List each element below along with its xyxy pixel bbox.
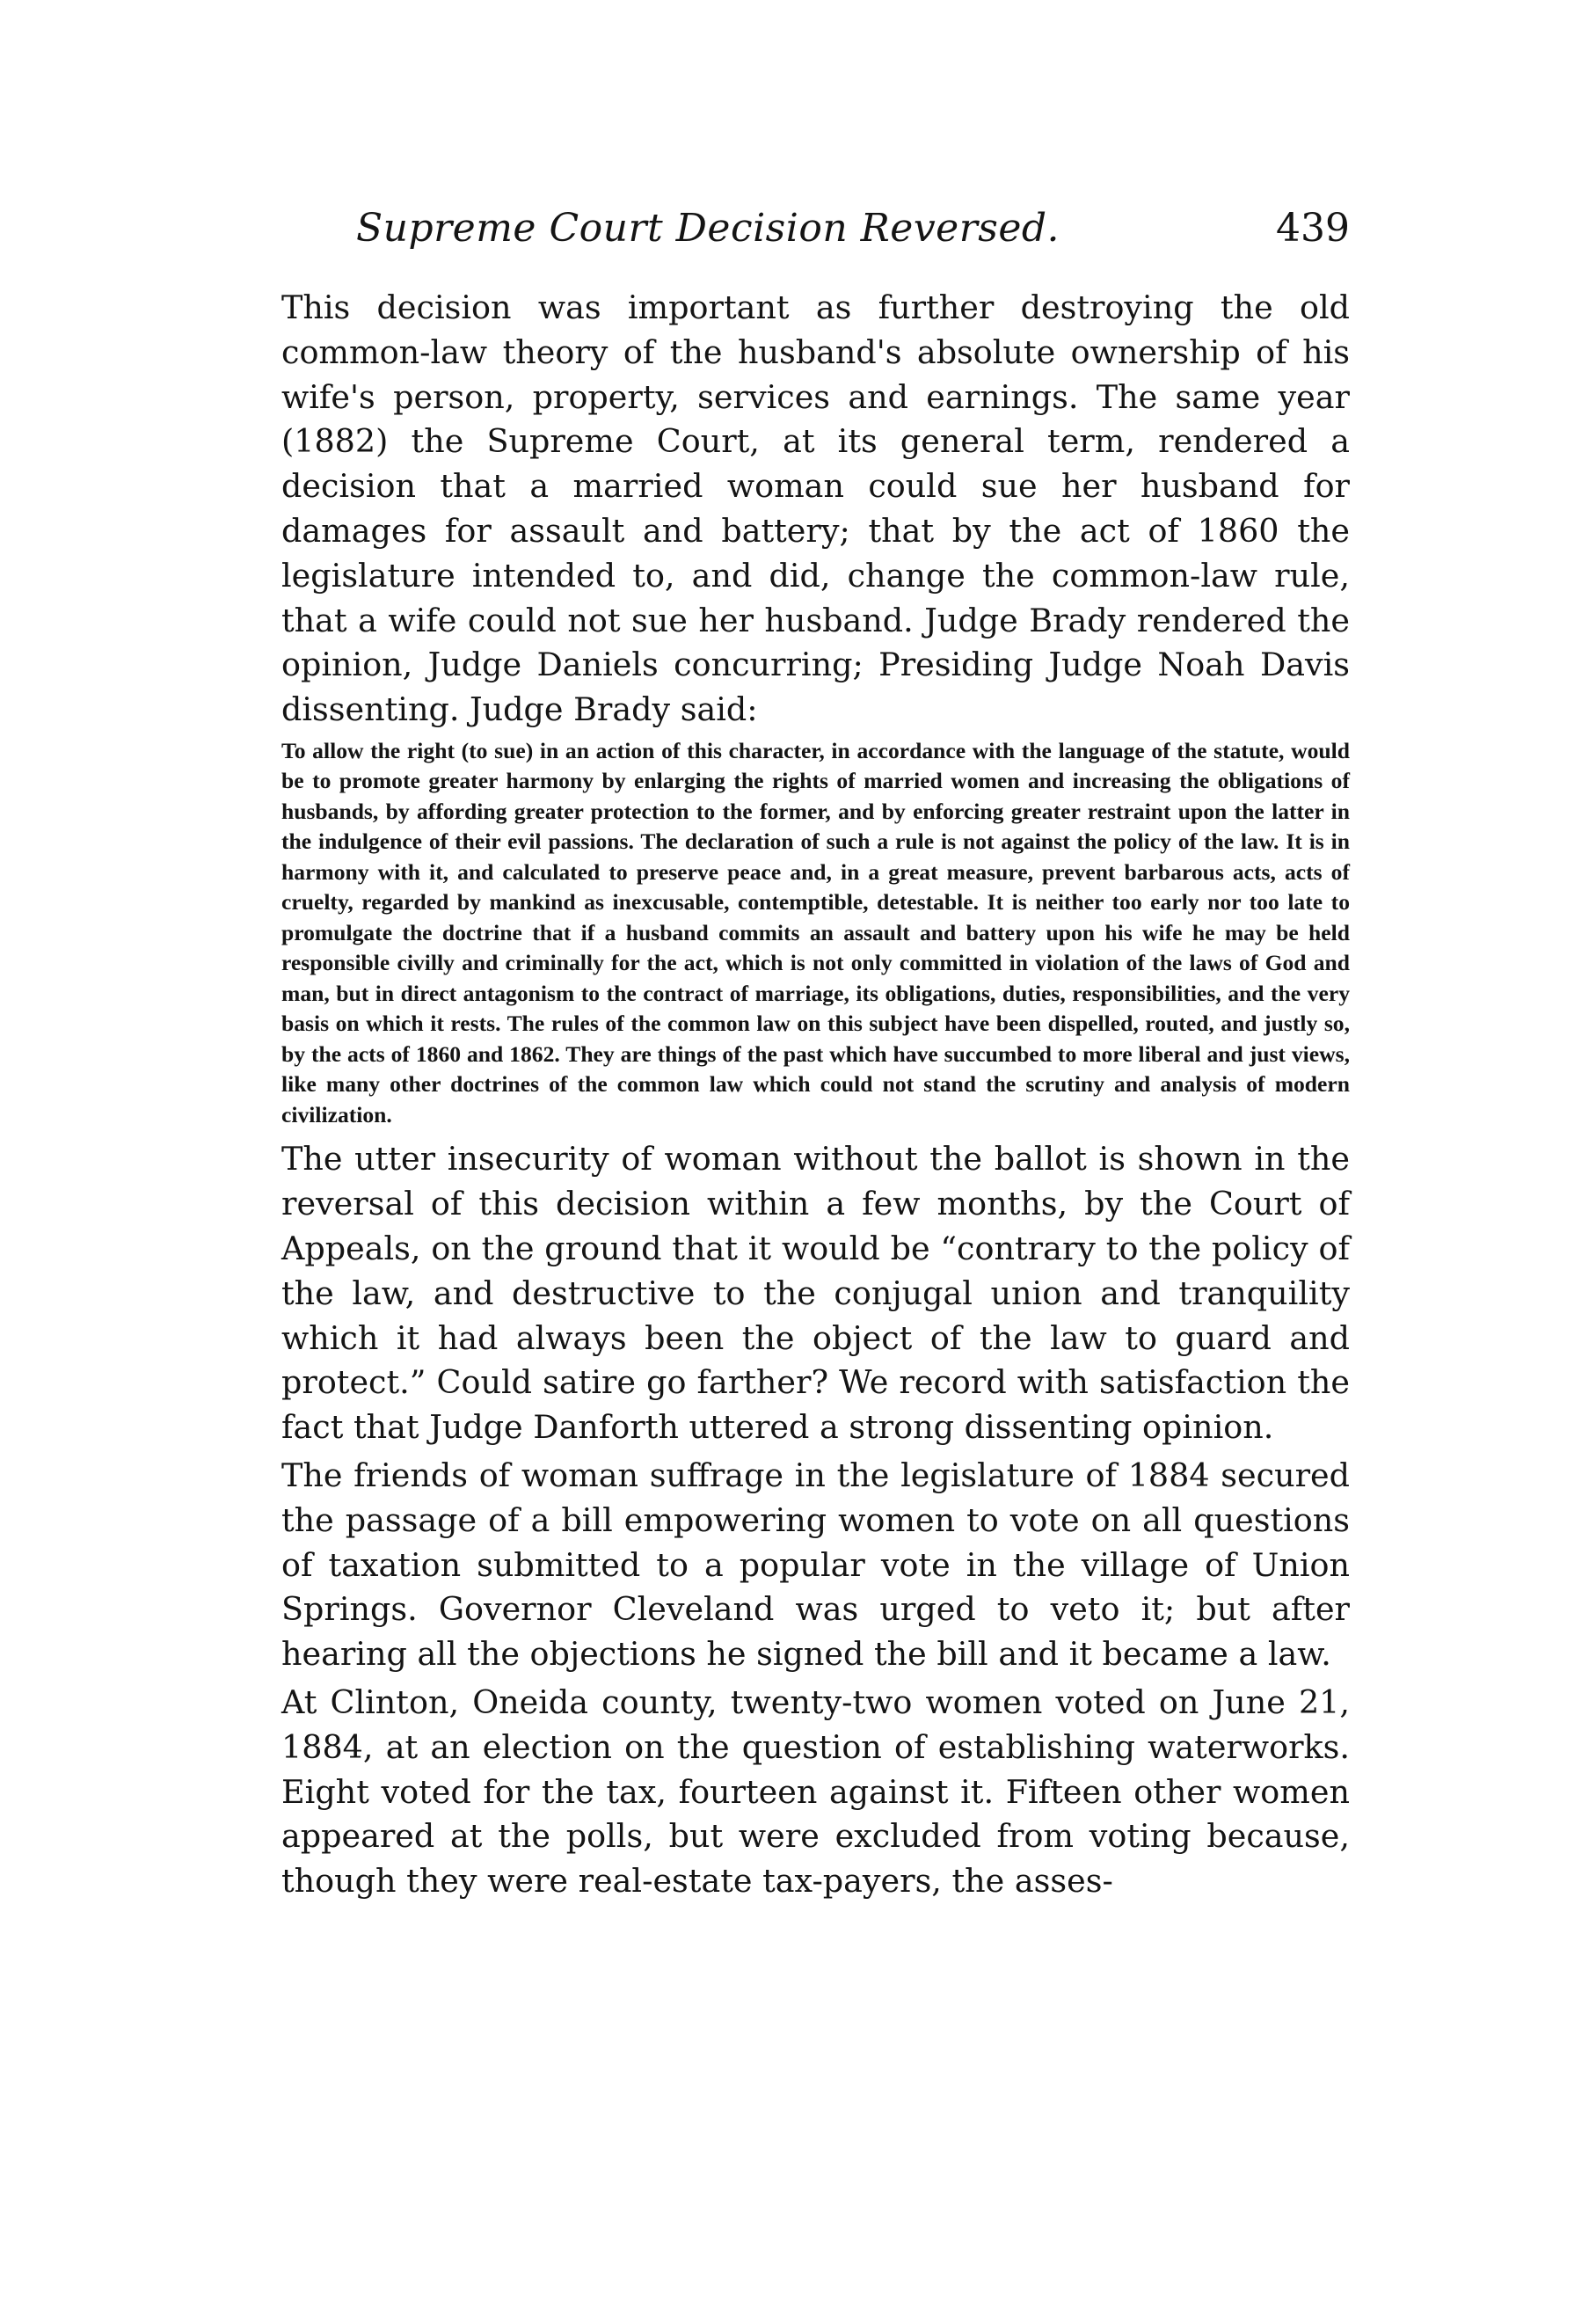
paragraph-2: The utter insecurity of woman without the ballot is shown in the reversal of this decision within a few months, by the Court of Appeals, on the ground that it would be “contrary to the policy of the law, and destructive to the conjugal union and tranquility which it had always been the object of the law to guard and protect.” Could satire go farther? We record with satisfaction the fact that Judge Danforth uttered a strong dissenting opinion. bbox=[281, 1140, 1350, 1447]
body-text bbox=[281, 286, 1350, 1904]
paragraph-3: The friends of woman suffrage in the legislature of 1884 secured the passage of a bill empowering women to vote on all questions of taxation submitted to a popular vote in the village of Union Springs. Governor Cleveland was urged to veto it; but after hearing all the objections he signed the bill and it became a law. bbox=[281, 1456, 1350, 1674]
paragraph-4: At Clinton, Oneida county, twenty-two women voted on June 21, 1884, at an election on the question of establishing waterworks. Eight voted for the tax, fourteen against it. Fifteen other women appeared at the polls, but were excluded from voting because, though they were real-estate tax-payers, the asses- bbox=[281, 1683, 1350, 1901]
block-quote: To allow the right (to sue) in an action of this character, in accordance with the language of the statute, would be to promote greater harmony by enlarging the rights of married women and increasing the obligations of husbands, by affording greater protection to the former, and by enforcing greater restraint upon the latter in the indulgence of their evil passions. The declaration of such a rule is not against the policy of the law. It is in harmony with it, and calculated to preserve peace and, in a great measure, prevent barbarous acts, acts of cruelty, regarded by mankind as inexcusable, contemptible, detestable. It is neither too early nor too late to promulgate the doctrine that if a husband commits an assault and battery upon his wife he may be held responsible civilly and criminally for the act, which is not only committed in violation of the laws of God and man, but in direct antagonism to the contract of marriage, its obligations, duties, responsibilities, and the very basis on which it rests. The rules of the common law on this subject have been dispelled, routed, and justly so, by the acts of 1860 and 1862. They are things of the past which have succumbed to more liberal and just views, like many other doctrines of the common law which could not stand the scrutiny and analysis of modern civilization. bbox=[281, 737, 1350, 1127]
page-header bbox=[281, 202, 1350, 264]
running-title: Supreme Court Decision Reversed. bbox=[355, 206, 1060, 251]
paragraph-1: This decision was important as further destroying the old common-law theory of the husband's absolute ownership of his wife's person, property, services and earnings. The same year (1882) the Supreme Court, at its general term, rendered a decision that a married woman could sue her husband for damages for assault and battery; that by the act of 1860 the legislature intended to, and did, change the common-law rule, that a wife could not sue her husband. Judge Brady rendered the opinion, Judge Daniels concurring; Presiding Judge Noah Davis dissenting. Judge Brady said: bbox=[281, 288, 1350, 729]
page-number: 439 bbox=[1276, 206, 1350, 251]
